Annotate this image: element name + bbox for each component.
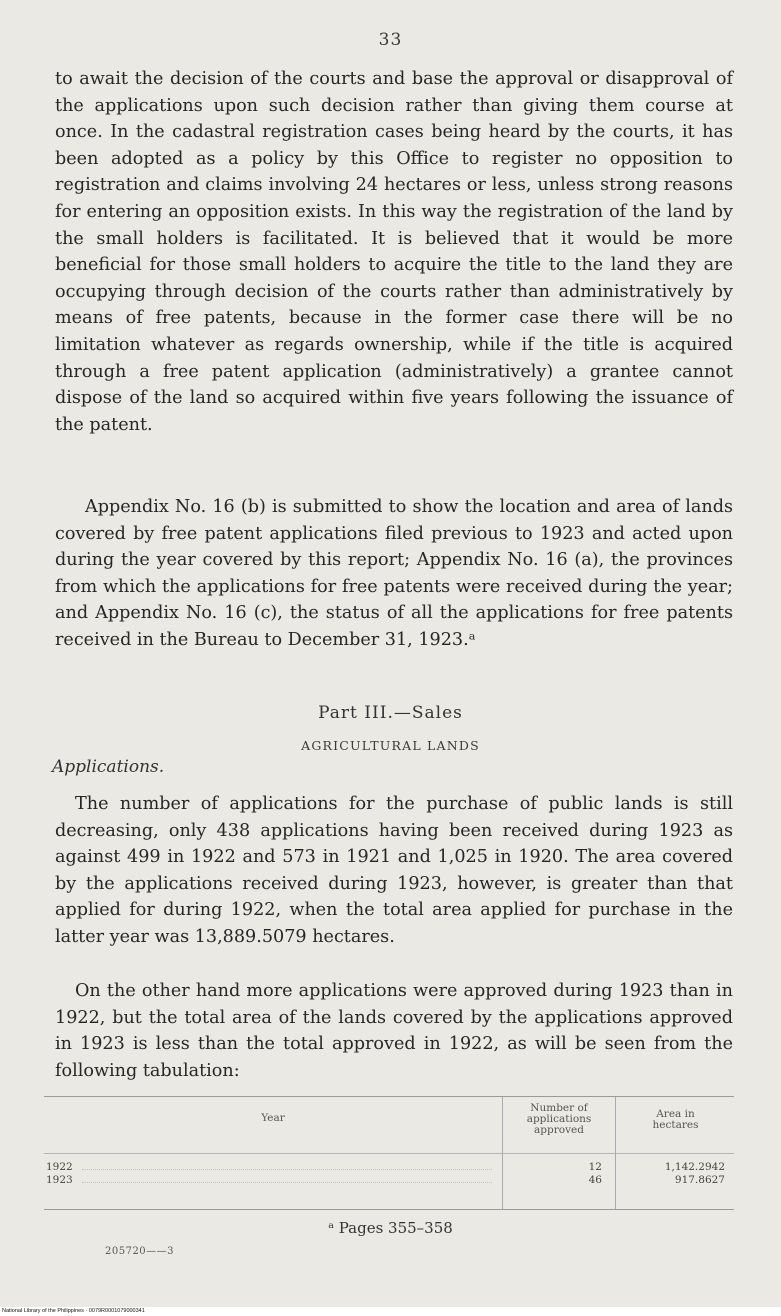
- row-number: 46: [588, 1174, 602, 1186]
- section-heading: AGRICULTURAL LANDS: [301, 738, 480, 753]
- subsection-heading: Applications.: [52, 757, 165, 777]
- header-year: Year: [261, 1112, 285, 1124]
- tabulation-table: [44, 1096, 734, 1210]
- body-paragraph-3: The number of applications for the purchase of public lands is still decreasing, only 438 applications having been received during 1923 as against 499 in 1922 and 573 in 1921 and 1,025 in 1920. The area covered by the applications received during 1923, however, is greater than that applied for during 1922, when the total area applied for purchase in the latter year was 13,889.5079 hectares.: [55, 794, 733, 947]
- part-heading: Part III.—Sales: [318, 703, 463, 723]
- footer-credit: National Library of the Philippines · 0079R0001079000341: [2, 1308, 145, 1314]
- leader-dots: [82, 1182, 492, 1183]
- header-number-approved: Number of applications approved: [526, 1102, 592, 1136]
- page-number: 33: [378, 30, 403, 50]
- table-row: [44, 1174, 734, 1186]
- body-paragraph-1: to await the decision of the courts and base the approval or disapproval of the applications upon such decision rather than giving them course at once. In the cadastral registration cases being heard by the courts, it has been adopted as a policy by this Office to register no opposition to registration and claims involving 24 hectares or less, unless strong reasons for entering an opposition exists. In this way the registration of the land by the small holders is facilitated. It is believed that it would be more beneficial for those small holders to acquire the title to the land they are occupying through decision of the courts rather than administratively by means of free patents, because in the former case there will be no limitation whatever as regards ownership, while if the title is acquired through a free patent application (administratively) a grantee cannot dispose of the land so acquired within five years following the issuance of the patent.: [55, 69, 733, 435]
- header-rule: [44, 1153, 734, 1154]
- row-area: 917.8627: [674, 1174, 725, 1186]
- row-area: 1,142.2942: [664, 1161, 725, 1173]
- print-code: 205720——3: [105, 1246, 175, 1257]
- leader-dots: [82, 1169, 492, 1170]
- body-paragraph-4: On the other hand more applications were approved during 1923 than in 1922, but the total area of the lands covered by the applications approved in 1923 is less than the total approved in 1922, as will be seen from the following tabulation:: [55, 981, 733, 1081]
- footnote: ᵃ Pages 355–358: [328, 1219, 453, 1237]
- row-number: 12: [588, 1161, 602, 1173]
- body-paragraph-2: Appendix No. 16 (b) is submitted to show the location and area of lands covered by free patent applications filed previous to 1923 and acted upon during the year covered by this report; Appendix No. 16 (a), the provinces from which the applications for free patents were received during the year; and Appendix No. 16 (c), the status of all the applications for free patents received in the Bureau to December 31, 1923.ᵃ: [55, 497, 733, 650]
- row-year: 1923: [46, 1174, 73, 1186]
- table-row: [44, 1161, 734, 1173]
- header-area: Area in hectares: [652, 1108, 699, 1131]
- row-year: 1922: [46, 1161, 73, 1173]
